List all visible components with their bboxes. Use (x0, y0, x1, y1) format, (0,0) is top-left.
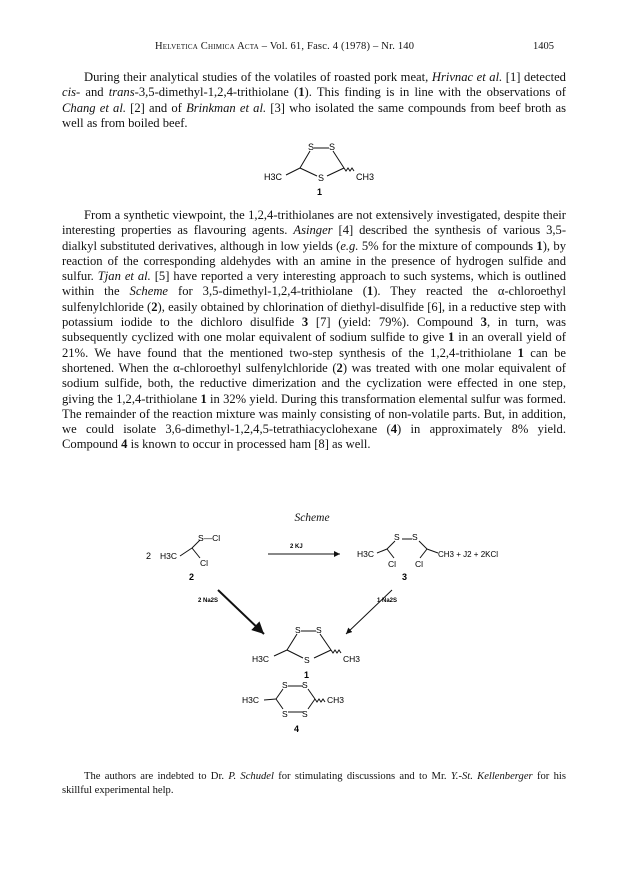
scheme-ref: Scheme (129, 284, 169, 299)
text: ) in approximately 8% yield. Compound (62, 422, 566, 452)
sulfur-atom: S (295, 625, 301, 635)
scheme-title: Scheme (294, 512, 330, 524)
methyl-group: H3C (252, 654, 270, 664)
compound-ref: 1 (298, 85, 305, 100)
methyl-group: CH3 (327, 695, 345, 705)
sulfur-atom: S (282, 709, 288, 719)
text: [1] detected (502, 70, 566, 84)
sulfenyl-chloride: S—Cl (198, 533, 221, 543)
text: 3,5-dimethyl-1,2,4-trithiolane ( (138, 85, 299, 100)
text: ) was treated with one molar equivalent of sodium sulfide, both, the reductive dimerization and the cyclization were effected in one step, giving the 1,2,4-trithiolane (62, 360, 567, 406)
page-number: 1405 (533, 41, 554, 52)
compound-number: 4 (294, 724, 300, 734)
compound-ref: 4 (121, 437, 128, 452)
text: From a synthetic viewpoint, the 1,2,4-trithiolanes are not extensively investigated, despite their interesting properties as flavouring agents. (62, 208, 566, 238)
text: [3] who isolated the same compounds from beef broth as well as from boiled beef. (62, 100, 567, 130)
compound-ref: 3 (301, 315, 309, 330)
methyl-group: CH3 (356, 172, 375, 182)
journal-name: Helvetica Chimica Acta (155, 41, 259, 52)
compound-ref: 1 (536, 238, 543, 253)
reagent-label: 2 KJ (290, 544, 303, 550)
compound-number: 1 (304, 670, 310, 680)
person-name: Y.-St. Kellenberger (450, 771, 533, 782)
text: for his skillful experimental help. (62, 771, 566, 796)
sulfur-atom: S (308, 142, 315, 152)
eg: e.g. (340, 238, 359, 253)
author-ref: Asinger (293, 223, 333, 238)
compound-number: 3 (402, 572, 408, 582)
chlorine-atom: Cl (415, 559, 424, 569)
text: [2] and of (125, 100, 187, 115)
paragraph-intro (62, 70, 566, 131)
text: ), easily obtained by chlorination of diethyl-disulfide [6], in a reductive step with potassium iodide to the dichloro disulfide (62, 299, 566, 330)
acknowledgement (62, 770, 566, 797)
text: 5% for the mixture of compounds (358, 238, 537, 253)
sulfur-atom: S (394, 532, 400, 542)
reaction-scheme (140, 528, 500, 758)
cis-prefix: cis- (62, 85, 81, 100)
text: The authors are indebted to Dr. (84, 771, 229, 782)
text: , in turn, was subsequently cyclized with one molar equivalent of sodium sulfide to give (62, 315, 566, 345)
sulfur-atom: S (304, 655, 310, 665)
text: [4] described the synthesis of various 3,5-dialkyl substituted derivatives, although in low yields ( (62, 223, 567, 253)
author-ref: Tjan et al. (97, 269, 151, 284)
text: During their analytical studies of the volatiles of roasted pork meat, (84, 70, 432, 84)
sulfur-atom: S (318, 173, 325, 183)
text: is known to occur in processed ham [8] as well. (127, 437, 371, 452)
reagent-label: 1 Na2S (377, 598, 398, 604)
sulfur-atom: S (412, 532, 418, 542)
sulfur-atom: S (302, 680, 308, 690)
text: [7] (yield: 79%). Compound (308, 315, 481, 330)
methyl-group: CH3 (343, 654, 361, 664)
text: for stimulating discussions and to Mr. (273, 771, 451, 782)
product-side: CH3 + J2 + 2KCl (438, 550, 499, 559)
text: and (80, 85, 109, 100)
text: can be shortened. When the α-chloroethyl sulfenylchloride ( (62, 345, 566, 375)
compound-ref: 1 (200, 391, 207, 406)
text: ). They reacted the α-chloroethyl sulfenylchloride ( (62, 284, 566, 314)
text: ), by reaction of the corresponding aldehydes with an amine in the presence of hydrogen sulfide and sulfur. (62, 238, 566, 284)
trans-prefix: trans- (108, 85, 139, 100)
compound-number: 2 (189, 572, 195, 582)
running-header (0, 41, 624, 55)
compound-ref: 1 (517, 345, 524, 360)
author-ref: Brinkman et al. (186, 100, 267, 115)
sulfur-atom: S (282, 680, 288, 690)
methyl-group: H3C (160, 551, 178, 561)
sulfur-atom: S (316, 625, 322, 635)
journal-citation (155, 41, 414, 52)
compound-ref: 2 (336, 360, 343, 375)
paragraph-synthesis (62, 208, 566, 453)
compound-ref: 2 (151, 299, 158, 314)
sulfur-atom: S (329, 142, 336, 152)
text: in an overall yield of 21%. We have found that the mentioned two-step synthesis of the 1,2,4-trithiolane (62, 330, 567, 360)
compound-ref: 3 (480, 315, 487, 330)
compound-number: 1 (317, 187, 323, 197)
chlorine-atom: Cl (388, 559, 397, 569)
author-ref: Chang et al. (62, 100, 126, 115)
author-ref: Hrivnac et al. (431, 70, 503, 84)
compound-ref: 1 (366, 284, 374, 299)
methyl-group: H3C (264, 172, 283, 182)
compound-ref: 1 (448, 330, 455, 345)
coefficient: 2 (146, 551, 152, 561)
text: [5] have reported a very interesting approach to such systems, which is outlined within the (62, 269, 566, 299)
text: ). This finding is in line with the observations of (304, 85, 567, 100)
text: in 32% yield. During this transformation elemental sulfur was formed. The remainder of the reaction mixture was mainly consisting of non-volatile parts. But, in addition, we could isolate 3,6-dimethyl-1,2,4,5-tetrathiacyclohexane ( (62, 391, 566, 437)
reagent-label: 2 Na2S (198, 598, 219, 604)
compound-ref: 4 (390, 422, 398, 437)
text: for 3,5-dimethyl-1,2,4-trithiolane ( (168, 284, 367, 299)
volume-info: – Vol. 61, Fasc. 4 (1978) – Nr. 140 (258, 41, 415, 52)
methyl-group: H3C (357, 549, 375, 559)
chlorine-atom: Cl (200, 558, 209, 568)
sulfur-atom: S (302, 709, 308, 719)
person-name: P. Schudel (228, 771, 274, 782)
compound-1-structure (262, 138, 382, 200)
methyl-group: H3C (242, 695, 260, 705)
